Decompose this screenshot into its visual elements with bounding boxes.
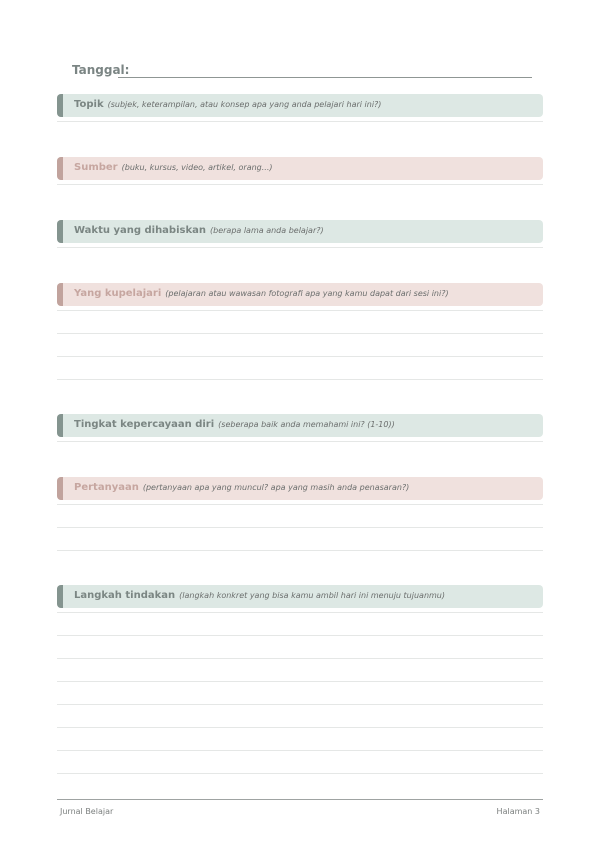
writing-line[interactable] [57,357,543,380]
section-topic-header [57,94,543,117]
writing-lines[interactable] [57,437,543,442]
section-confidence-header [57,414,543,437]
writing-line[interactable] [57,728,543,751]
section-title: Waktu yang dihabiskan [74,225,206,236]
writing-line[interactable] [57,437,543,442]
section-confidence [57,414,543,442]
section-learned [57,283,543,380]
writing-line[interactable] [57,334,543,357]
writing-line[interactable] [57,505,543,528]
writing-line[interactable] [57,705,543,728]
date-label: Tanggal: [72,63,130,77]
date-row [72,63,532,81]
section-accent [57,220,63,243]
writing-lines[interactable] [57,117,543,122]
writing-lines[interactable] [57,500,543,551]
section-accent [57,585,63,608]
writing-lines[interactable] [57,180,543,185]
writing-line[interactable] [57,751,543,774]
section-hint: (berapa lama anda belajar?) [210,226,324,235]
writing-line[interactable] [57,613,543,636]
section-title: Yang kupelajari [74,288,162,299]
writing-line[interactable] [57,682,543,705]
section-hint: (pelajaran atau wawasan fotografi apa yang kamu dapat dari sesi ini?) [165,289,449,298]
footer-page-number: Halaman 3 [496,807,540,816]
section-hint: (langkah konkret yang bisa kamu ambil hari ini menuju tujuanmu) [179,591,445,600]
section-source-header [57,157,543,180]
section-title: Sumber [74,162,118,173]
writing-line[interactable] [57,243,543,248]
writing-line[interactable] [57,117,543,122]
section-questions [57,477,543,551]
section-source [57,157,543,185]
section-title: Pertanyaan [74,482,139,493]
section-hint: (buku, kursus, video, artikel, orang...) [121,163,273,172]
writing-line[interactable] [57,180,543,185]
section-learned-header [57,283,543,306]
footer-journal-title: Jurnal Belajar [60,807,114,816]
section-topic [57,94,543,122]
section-action-steps-header [57,585,543,608]
section-title: Tingkat kepercayaan diri [74,419,215,430]
writing-line[interactable] [57,659,543,682]
writing-line[interactable] [57,311,543,334]
section-hint: (pertanyaan apa yang muncul? apa yang masih anda penasaran?) [142,483,410,492]
section-action-steps [57,585,543,774]
date-input-line[interactable] [118,77,532,78]
writing-lines[interactable] [57,608,543,774]
writing-line[interactable] [57,528,543,551]
section-title: Topik [74,99,104,110]
section-accent [57,477,63,500]
writing-line[interactable] [57,636,543,659]
section-questions-header [57,477,543,500]
section-hint: (seberapa baik anda memahami ini? (1-10)) [218,420,395,429]
section-title: Langkah tindakan [74,590,176,601]
section-hint: (subjek, keterampilan, atau konsep apa yang anda pelajari hari ini?) [107,100,382,109]
section-time-spent-header [57,220,543,243]
footer-divider [57,799,543,800]
section-accent [57,414,63,437]
writing-lines[interactable] [57,243,543,248]
writing-lines[interactable] [57,306,543,380]
section-time-spent [57,220,543,248]
section-accent [57,283,63,306]
section-accent [57,94,63,117]
section-accent [57,157,63,180]
